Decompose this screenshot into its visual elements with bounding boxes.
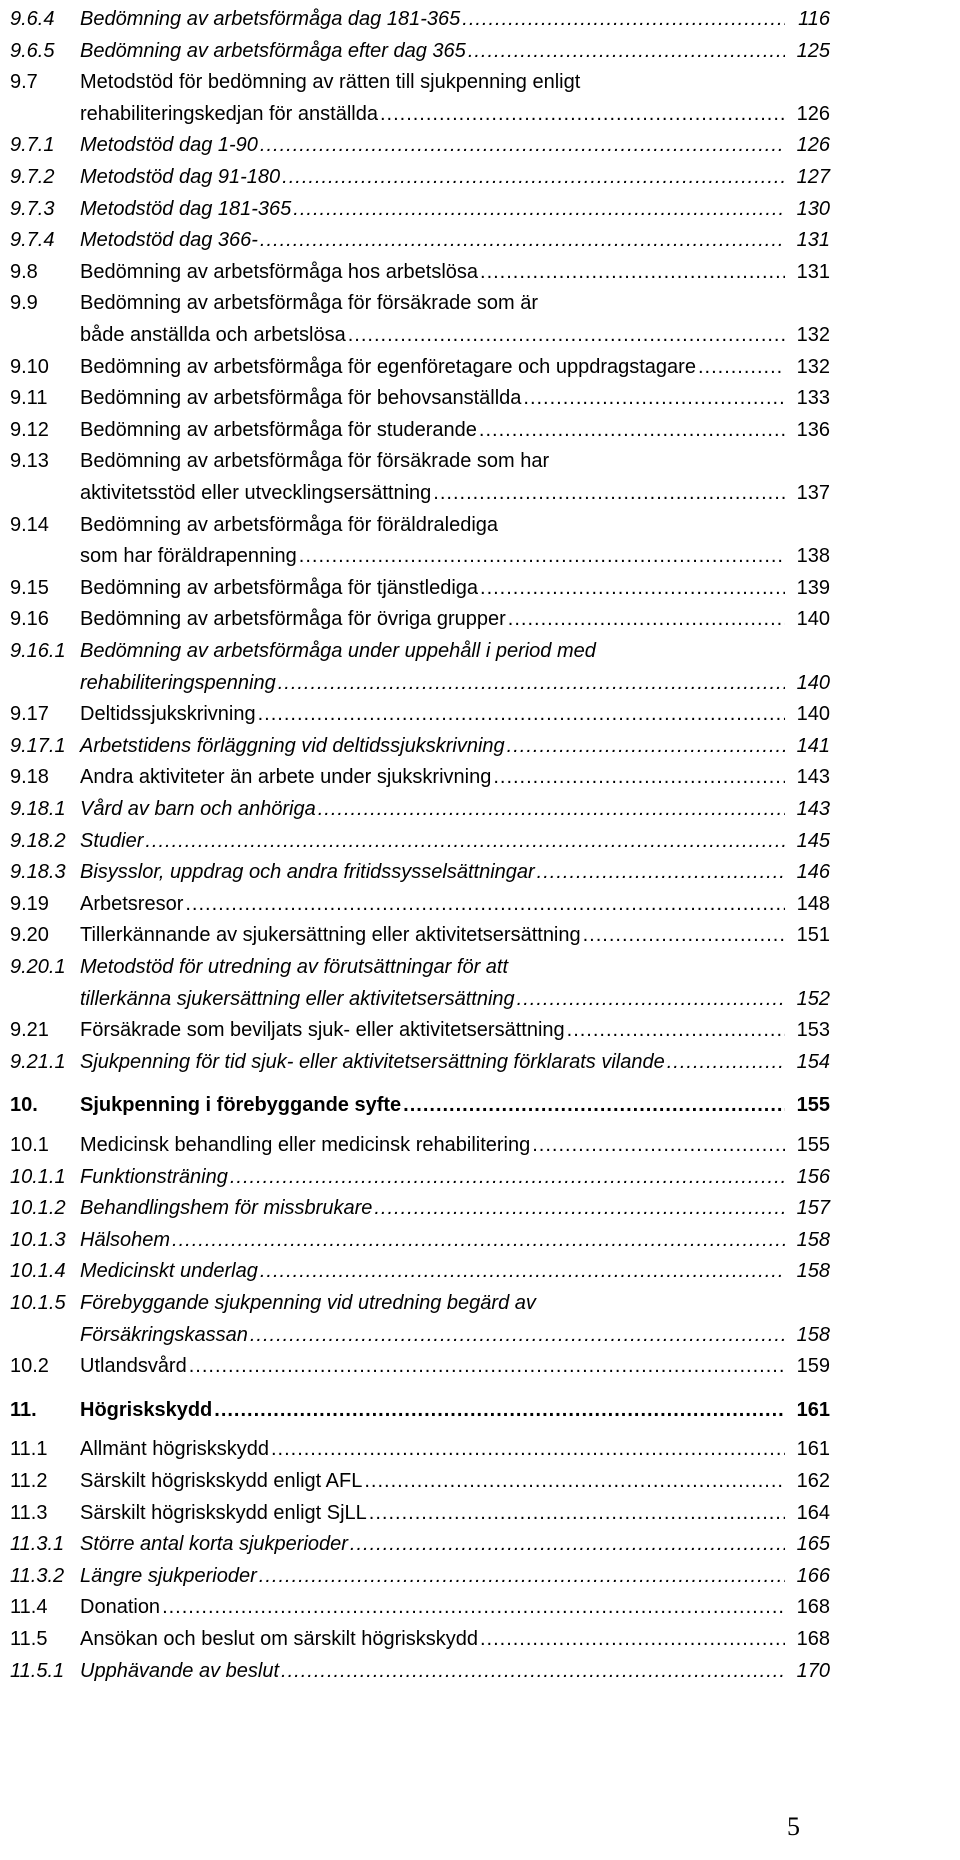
toc-entry-number: 9.7.1 (10, 134, 55, 157)
toc-entry-title: Bedömning av arbetsförmåga för tjänstlediga (80, 576, 479, 599)
dot-leader (468, 36, 785, 68)
toc-entry-title: både anställda och arbetslösa (80, 323, 346, 346)
toc-entry-number: 9.21.1 (10, 1050, 66, 1073)
toc-entry-title: Ansökan och beslut om särskilt högriskskydd (80, 1628, 478, 1650)
toc-entry-title: Bisysslor, uppdrag och andra fritidssysselsättningar (80, 861, 535, 884)
toc-entry-number: 9.16 (10, 608, 49, 631)
toc-entry-page: 132 (796, 355, 830, 378)
toc-entry-number: 9.12 (10, 418, 49, 441)
toc-entry-title: Metodstöd dag 366- (80, 229, 258, 252)
toc-entry-number: 10.1.5 (10, 1292, 66, 1314)
dot-leader (698, 352, 785, 384)
toc-entry-number: 11.5.1 (10, 1659, 65, 1682)
dot-leader (583, 920, 785, 952)
toc-entry-title: Bedömning av arbetsförmåga för behovsanställda (80, 387, 522, 410)
toc-entry-title: Bedömning av arbetsförmåga för studerande (80, 418, 477, 441)
page-number: 5 (787, 1812, 800, 1841)
toc-entry-page: 152 (796, 987, 830, 1010)
toc-entry-page: 158 (796, 1323, 830, 1346)
toc-entry-page: 127 (796, 166, 830, 188)
toc-entry-title: Metodstöd dag 91-180 (80, 166, 281, 188)
toc-entry-page: 130 (796, 197, 830, 220)
dot-leader (281, 1656, 785, 1688)
dot-leader (271, 1434, 785, 1466)
toc-entry-number: 9.18 (10, 766, 49, 789)
dot-leader (480, 257, 785, 289)
dot-leader (403, 1090, 785, 1122)
toc-entry-title: Försäkrade som beviljats sjuk- eller aktivitetsersättning (80, 1019, 565, 1042)
dot-leader (433, 478, 785, 510)
dot-leader (318, 794, 785, 826)
toc-entry-page: 116 (798, 8, 830, 30)
dot-leader (260, 130, 785, 162)
toc-entry-title: Arbetstidens förläggning vid deltidssjukskrivning (80, 734, 505, 757)
dot-leader (250, 1320, 785, 1352)
toc-entry-page: 143 (796, 798, 830, 820)
toc-entry-title: Särskilt högriskskydd enligt AFL (80, 1470, 363, 1492)
toc-entry-title: tillerkänna sjukersättning eller aktivitetsersättning (80, 987, 515, 1010)
toc-entry-number: 9.6.5 (10, 39, 55, 62)
dot-leader (185, 889, 785, 921)
dot-leader (293, 194, 785, 226)
toc-entry-title: Bedömning av arbetsförmåga för föräldralediga (80, 513, 499, 536)
toc-entry-title: Metodstöd dag 1-90 (80, 134, 258, 157)
dot-leader (517, 984, 785, 1016)
toc-entry-title: Särskilt högriskskydd enligt SjLL (80, 1501, 367, 1524)
dot-leader (172, 1225, 785, 1257)
toc-entry-number: 9.15 (10, 576, 49, 599)
toc-entry-title: Metodstöd för utredning av förutsättningar för att (80, 956, 509, 978)
toc-entry-page: 161 (796, 1398, 830, 1421)
dot-leader (667, 1047, 785, 1079)
dot-leader (480, 573, 785, 605)
toc-entry-title: Bedömning av arbetsförmåga för övriga grupper (80, 608, 506, 631)
toc-entry-page: 137 (796, 481, 830, 504)
toc-entry-number: 11.3 (10, 1501, 48, 1524)
dot-leader (523, 383, 785, 415)
toc-entry-page: 141 (796, 734, 830, 757)
toc-entry-page: 131 (796, 260, 830, 283)
toc-entry-title: Tillerkännande av sjukersättning eller aktivitetsersättning (80, 924, 581, 947)
toc-entry-page: 159 (796, 1355, 830, 1378)
toc-entry-title: Längre sjukperioder (80, 1564, 257, 1587)
dot-leader (493, 762, 785, 794)
toc-entry-number: 11.2 (10, 1470, 48, 1492)
toc-entry-page: 140 (796, 703, 830, 726)
toc-entry-number: 10.2 (10, 1355, 49, 1378)
dot-leader (380, 99, 785, 131)
toc-entry-title: Studier (80, 829, 144, 852)
toc-entry-title: Behandlingshem för missbrukare (80, 1197, 373, 1220)
toc-entry-number: 9.7.2 (10, 166, 55, 188)
toc-entry-page: 138 (796, 545, 830, 568)
toc-entry-page: 165 (796, 1533, 830, 1556)
dot-leader (299, 541, 785, 573)
toc-entry-title: Metodstöd för bedömning av rätten till sjukpenning enligt (80, 71, 581, 94)
toc-entry-page: 155 (796, 1134, 830, 1156)
toc-entry-page: 166 (796, 1564, 830, 1587)
toc-entry-page: 125 (796, 39, 830, 62)
toc-entry-page: 132 (796, 323, 830, 346)
toc-entry-number: 9.7.3 (10, 197, 55, 220)
toc-entry-page: 151 (796, 924, 830, 947)
dot-leader (462, 4, 785, 36)
toc-entry-number: 10. (10, 1094, 38, 1117)
toc-entry-number: 9.7.4 (10, 229, 55, 252)
toc-entry-number: 11.3.1 (10, 1533, 65, 1556)
toc-entry-title: rehabiliteringspenning (80, 671, 276, 694)
toc-entry-page: 145 (796, 829, 830, 852)
toc-entry-title: Andra aktiviteter än arbete under sjukskrivning (80, 766, 492, 789)
toc-entry-page: 131 (796, 229, 830, 252)
dot-leader (282, 162, 785, 194)
toc-entry-number: 11.1 (10, 1438, 48, 1461)
dot-leader (230, 1162, 785, 1194)
toc-entry-number: 9.20.1 (10, 956, 66, 978)
toc-entry-number: 11.3.2 (10, 1564, 65, 1587)
toc-entry-page: 156 (796, 1165, 830, 1188)
dot-leader (537, 857, 785, 889)
toc-entry-title: Sjukpenning för tid sjuk- eller aktivitetsersättning förklarats vilande (80, 1050, 665, 1073)
toc-entry-title: Bedömning av arbetsförmåga dag 181-365 (80, 8, 461, 30)
toc-entry-page: 162 (796, 1470, 830, 1492)
toc-entry-number: 9.19 (10, 892, 49, 915)
toc-entry-title: aktivitetsstöd eller utvecklingsersättning (80, 481, 432, 504)
toc-entry-number: 9.18.1 (10, 798, 66, 820)
toc-entry-number: 9.18.3 (10, 861, 66, 884)
toc-entry-number: 9.14 (10, 513, 49, 536)
toc-entry-title: Bedömning av arbetsförmåga hos arbetslösa (80, 260, 479, 283)
toc-entry-number: 10.1.2 (10, 1197, 66, 1220)
toc-entry-page: 157 (796, 1197, 830, 1220)
toc-entry-title: Allmänt högriskskydd (80, 1438, 269, 1461)
toc-entry-number: 10.1.4 (10, 1260, 66, 1283)
toc-entry-number: 9.13 (10, 450, 49, 473)
toc-entry-page: 126 (796, 102, 830, 125)
toc-entry-number: 9.20 (10, 924, 49, 947)
toc-entry-number: 9.18.2 (10, 829, 66, 852)
toc-entry-title: Utlandsvård (80, 1355, 187, 1378)
dot-leader (350, 1529, 785, 1561)
toc-entry-title: rehabiliteringskedjan för anställda (80, 102, 378, 125)
toc-entry-number: 10.1.3 (10, 1228, 66, 1251)
toc-entry-title: Bedömning av arbetsförmåga efter dag 365 (80, 39, 466, 62)
toc-entry-number: 9.16.1 (10, 640, 66, 662)
toc-entry-page: 168 (796, 1628, 830, 1650)
toc-entry-page: 161 (796, 1438, 830, 1461)
toc-entry-page: 148 (796, 892, 830, 915)
toc-entry-page: 140 (796, 608, 830, 631)
toc-entry-title: Deltidssjukskrivning (80, 703, 256, 726)
dot-leader (532, 1130, 785, 1162)
toc-entry-page: 140 (796, 671, 830, 694)
toc-entry-number: 11.4 (10, 1596, 48, 1619)
toc-entry-title: Förebyggande sjukpenning vid utredning begärd av (80, 1292, 536, 1314)
toc-entry-title: Medicinskt underlag (80, 1260, 258, 1283)
toc-entry-page: 164 (796, 1501, 830, 1524)
dot-leader (189, 1351, 785, 1383)
dot-leader (479, 415, 785, 447)
toc-entry-number: 9.11 (10, 387, 48, 410)
toc-entry-title: Medicinsk behandling eller medicinsk rehabilitering (80, 1134, 531, 1156)
dot-leader (258, 699, 785, 731)
dot-leader (374, 1193, 785, 1225)
toc-entry-page: 170 (796, 1659, 830, 1682)
toc-entry-page: 139 (796, 576, 830, 599)
toc-entry-title: Donation (80, 1596, 161, 1619)
toc-entry-title: Metodstöd dag 181-365 (80, 197, 292, 220)
toc-entry-number: 9.21 (10, 1019, 49, 1042)
dot-leader (214, 1395, 785, 1427)
toc-entry-title: Större antal korta sjukperioder (80, 1533, 348, 1556)
dot-leader (508, 604, 785, 636)
dot-leader (259, 1561, 785, 1593)
toc-entry-page: 154 (796, 1050, 830, 1073)
toc-entry-title: Upphävande av beslut (80, 1659, 280, 1682)
toc-entry-title: Sjukpenning i förebyggande syfte (80, 1094, 402, 1117)
dot-leader (364, 1466, 785, 1498)
toc-entry-number: 11.5 (10, 1628, 48, 1650)
toc-entry-page: 146 (796, 861, 830, 884)
toc-entry-number: 9.9 (10, 292, 38, 315)
toc-entry-title: Vård av barn och anhöriga (80, 798, 316, 820)
toc-entry-number: 11. (10, 1398, 37, 1421)
dot-leader (278, 668, 785, 700)
dot-leader (260, 1256, 785, 1288)
dot-leader (145, 826, 785, 858)
toc-entry-page: 133 (796, 387, 830, 410)
dot-leader (348, 320, 785, 352)
toc-entry-title: Bedömning av arbetsförmåga för försäkrade som är (80, 292, 538, 315)
toc-entry-page: 168 (796, 1596, 830, 1619)
toc-entry-title: Högriskskydd (80, 1398, 213, 1421)
dot-leader (507, 731, 785, 763)
dot-leader (369, 1498, 785, 1530)
toc-entry-title: som har föräldrapenning (80, 545, 297, 568)
toc-entry-page: 158 (796, 1260, 830, 1283)
dot-leader (162, 1592, 785, 1624)
toc-entry-page: 155 (796, 1094, 830, 1117)
toc-entry-number: 9.10 (10, 355, 49, 378)
toc-entry-title: Hälsohem (80, 1228, 171, 1251)
dot-leader (567, 1015, 785, 1047)
toc-entry-title: Funktionsträning (80, 1165, 228, 1188)
toc-entry-page: 126 (796, 134, 830, 157)
toc-entry-number: 9.17 (10, 703, 49, 726)
toc-entry-page: 158 (796, 1228, 830, 1251)
toc-entry-number: 9.17.1 (10, 734, 66, 757)
toc-entry-title: Arbetsresor (80, 892, 184, 915)
toc-entry-page: 153 (796, 1019, 830, 1042)
toc-entry-number: 9.6.4 (10, 8, 55, 30)
dot-leader (480, 1624, 785, 1656)
toc-entry-number: 10.1 (10, 1134, 49, 1156)
toc-entry-number: 9.8 (10, 260, 38, 283)
toc-entry-title: Bedömning av arbetsförmåga för försäkrade som har (80, 450, 550, 473)
toc-entry-title: Bedömning av arbetsförmåga för egenföretagare och uppdragstagare (80, 355, 696, 378)
toc-entry-page: 136 (796, 418, 830, 441)
toc-entry-page: 143 (796, 766, 830, 789)
toc-entry-title: Försäkringskassan (80, 1323, 248, 1346)
toc-entry-number: 10.1.1 (10, 1165, 66, 1188)
toc-entry-title: Bedömning av arbetsförmåga under uppehåll i period med (80, 640, 596, 662)
dot-leader (260, 225, 785, 257)
toc-entry-number: 9.7 (10, 71, 38, 94)
